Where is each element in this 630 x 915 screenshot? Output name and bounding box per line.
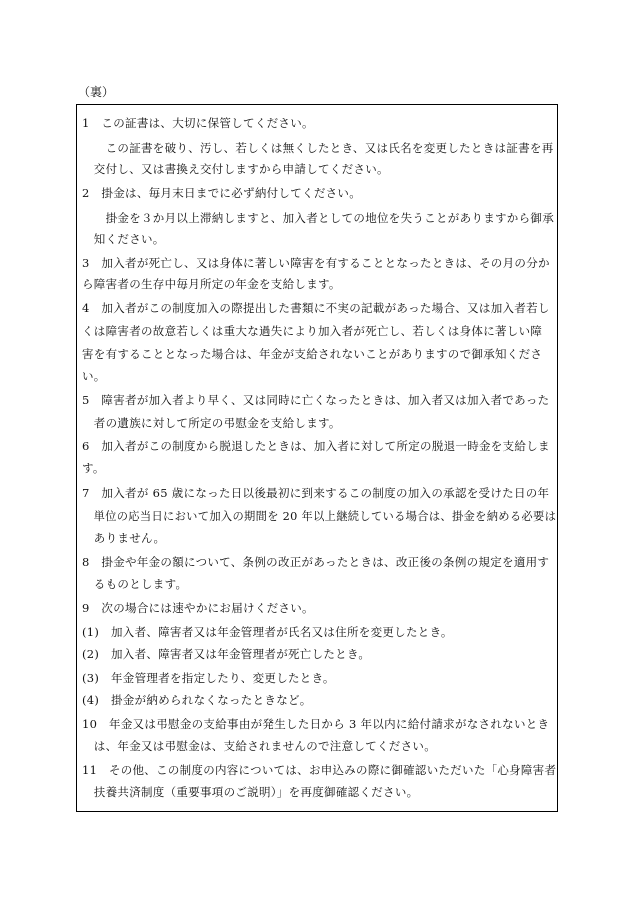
notice-line: (2) 加入者、障害者又は年金管理者が死亡したとき。 <box>82 647 371 661</box>
notice-line: 知ください。 <box>82 232 165 246</box>
notice-line: 掛金を３か月以上滞納しますと、加入者としての地位を失うことがありますから御承 <box>82 211 554 225</box>
page-heading: （裏） <box>78 85 115 99</box>
notice-line: くは障害者の故意若しくは重大な過失により加入者が死亡し、若しくは身体に著しい障 <box>82 324 543 338</box>
notice-line: 4 加入者がこの制度加入の際提出した書類に不実の記載があった場合、又は加入者若し <box>82 301 550 315</box>
notice-line: 9 次の場合には速やかにお届けください。 <box>82 601 314 615</box>
notice-line: 1 この証書は、大切に保管してください。 <box>82 116 314 130</box>
notice-line: 交付し、又は書換え交付しますから申請してください。 <box>82 162 389 176</box>
notice-line: 害を有することとなった場合は、年金が支給されないことがありますので御承知くださ <box>82 347 543 361</box>
notice-line: (1) 加入者、障害者又は年金管理者が氏名又は住所を変更したとき。 <box>82 625 453 639</box>
notice-line: い。 <box>82 369 106 383</box>
notice-line: 5 障害者が加入者より早く、又は同時に亡くなったときは、加入者又は加入者であった <box>82 393 550 407</box>
notice-line: 11 その他、この制度の内容については、お申込みの際に御確認いただいた「心身障害者 <box>82 763 557 777</box>
notice-line: 8 掛金や年金の額について、条例の改正があったときは、改正後の条例の規定を適用す <box>82 555 550 569</box>
notice-line: 2 掛金は、毎月末日までに必ず納付してください。 <box>82 186 362 200</box>
notice-line: るものとします。 <box>82 577 188 591</box>
notice-line: 6 加入者がこの制度から脱退したときは、加入者に対して所定の脱退一時金を支給しま <box>82 439 550 453</box>
notice-line: 10 年金又は弔慰金の支給事由が発生した日から 3 年以内に給付請求がなされないとき <box>82 717 550 731</box>
notice-line: 扶養共済制度（重要事項のご説明）」を再度御確認ください。 <box>82 785 419 799</box>
notice-line: は、年金又は弔慰金は、支給されませんので注意してください。 <box>82 739 436 753</box>
notice-line: ら障害者の生存中毎月所定の年金を支給します。 <box>82 277 341 291</box>
notice-line: 者の遺族に対して所定の弔慰金を支給します。 <box>82 416 341 430</box>
notice-line: (3) 年金管理者を指定したり、変更したとき。 <box>82 671 335 685</box>
notice-line: す。 <box>82 461 105 475</box>
notice-line: 単位の応当日において加入の期間を 20 年以上継続している場合は、掛金を納める必要は <box>82 509 557 523</box>
notice-line: この証書を破り、汚し、若しくは無くしたとき、又は氏名を変更したときは証書を再 <box>82 141 554 155</box>
notice-line: 7 加入者が 65 歳になった日以後最初に到来するこの制度の加入の承認を受けた日の年 <box>82 486 550 500</box>
notice-line: ありません。 <box>82 531 166 545</box>
notice-line: (4) 掛金が納められなくなったときなど。 <box>82 693 312 707</box>
notice-line: 3 加入者が死亡し、又は身体に著しい障害を有することとなったときは、その月の分か <box>82 256 550 270</box>
